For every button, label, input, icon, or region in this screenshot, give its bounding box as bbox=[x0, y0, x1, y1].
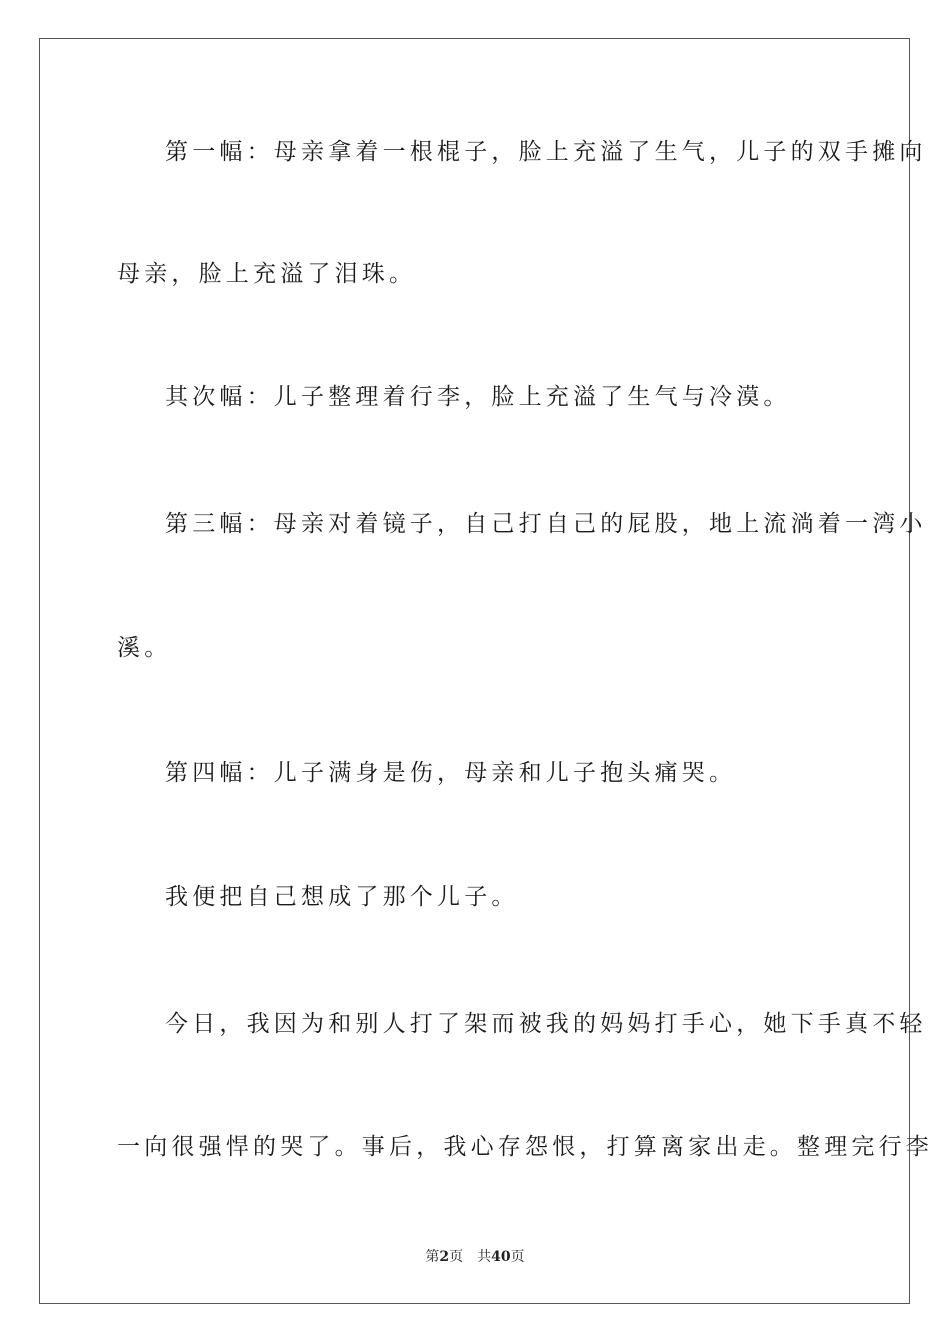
paragraph-line: 一向很强悍的哭了。事后，我心存怨恨，打算离家出走。整理完行李 bbox=[117, 1134, 933, 1160]
total-label-prefix: 共 bbox=[477, 1249, 492, 1265]
total-pages: 40 bbox=[491, 1249, 511, 1265]
paragraph-line: 第三幅：母亲对着镜子，自己打自己的屁股，地上流淌着一湾小 bbox=[165, 511, 927, 537]
total-label-suffix: 页 bbox=[510, 1249, 525, 1265]
page-label-suffix: 页 bbox=[449, 1249, 464, 1265]
paragraph-line: 母亲，脸上充溢了泪珠。 bbox=[117, 261, 417, 287]
page-border bbox=[39, 38, 933, 1304]
page-footer bbox=[0, 1247, 950, 1267]
page-number: 2 bbox=[439, 1249, 450, 1265]
paragraph-line: 其次幅：儿子整理着行李，脸上充溢了生气与冷漠。 bbox=[165, 384, 791, 410]
paragraph-line: 溪。 bbox=[117, 635, 172, 661]
paragraph-line: 今日，我因为和别人打了架而被我的妈妈打手心，她下手真不轻 bbox=[165, 1011, 927, 1037]
paragraph-line: 第四幅：儿子满身是伤，母亲和儿子抱头痛哭。 bbox=[165, 760, 737, 786]
paragraph-line: 我便把自己想成了那个儿子。 bbox=[165, 884, 519, 910]
page-label-prefix: 第 bbox=[425, 1249, 440, 1265]
paragraph-line: 第一幅：母亲拿着一根棍子，脸上充溢了生气，儿子的双手摊向 bbox=[165, 139, 927, 165]
